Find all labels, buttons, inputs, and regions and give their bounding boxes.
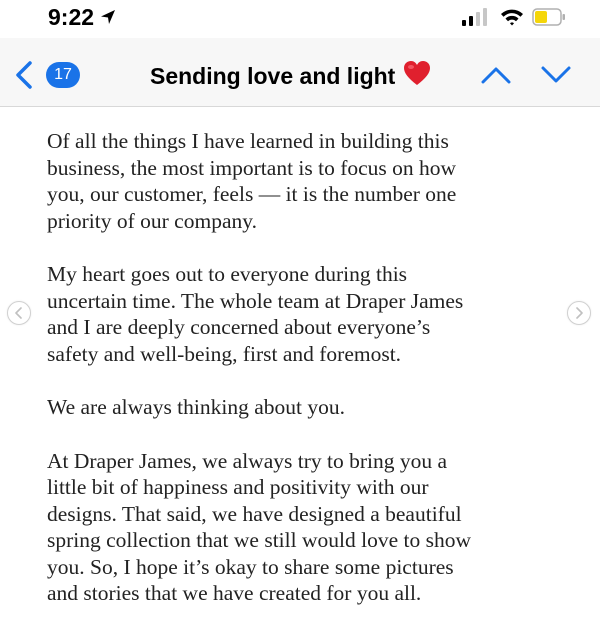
text-line: designs. That said, we have designed a beautiful <box>47 501 462 526</box>
text-line: Of all the things I have learned in building this <box>47 129 449 153</box>
text-line: uncertain time. The whole team at Draper James <box>47 288 464 313</box>
chevron-up-icon <box>480 64 512 86</box>
text-line: spring collection that we still would love to show <box>47 528 471 552</box>
text-line: you. So, I hope it’s okay to share some pictures <box>47 554 454 579</box>
location-arrow-icon <box>100 9 116 30</box>
text-line: At Draper James, we always try to bring you a <box>47 448 448 473</box>
wifi-icon <box>500 7 524 32</box>
unread-count-badge: 17 <box>46 62 80 88</box>
status-bar <box>0 0 600 38</box>
email-subject <box>150 60 431 92</box>
text-line: business, the most important is to focus on how <box>47 155 457 180</box>
text-line: little bit of happiness and positivity with our <box>47 475 429 499</box>
text-line: safety and well-being, first and foremost. <box>47 341 402 366</box>
email-subject-text: Sending love and light <box>150 62 396 89</box>
text-line: and I are deeply concerned about everyone’s <box>47 315 431 339</box>
email-paragraph <box>47 128 567 234</box>
previous-message-button[interactable] <box>480 64 512 91</box>
mail-nav-bar <box>0 38 600 107</box>
text-line: We are always thinking about you. <box>47 395 345 419</box>
next-message-button[interactable] <box>540 64 572 91</box>
email-paragraph <box>47 261 567 367</box>
carousel-prev-button[interactable] <box>7 301 31 325</box>
status-time: 9:22 <box>48 4 95 30</box>
back-chevron-icon <box>14 60 34 95</box>
battery-icon <box>532 8 566 31</box>
email-paragraph <box>47 394 567 421</box>
email-body <box>47 128 567 634</box>
back-button[interactable] <box>14 60 74 90</box>
carousel-prev-icon <box>14 307 24 319</box>
email-paragraph <box>47 448 567 607</box>
cellular-signal-icon <box>462 8 488 31</box>
carousel-next-button[interactable] <box>567 301 591 325</box>
text-line: My heart goes out to everyone during this <box>47 262 408 286</box>
heart-emoji-icon <box>403 60 431 92</box>
carousel-next-icon <box>574 307 584 319</box>
text-line: you, our customer, feels — it is the number one <box>47 182 457 206</box>
chevron-down-icon <box>540 64 572 86</box>
text-line: and stories that we have created for you all. <box>47 581 422 605</box>
text-line: priority of our company. <box>47 208 257 233</box>
